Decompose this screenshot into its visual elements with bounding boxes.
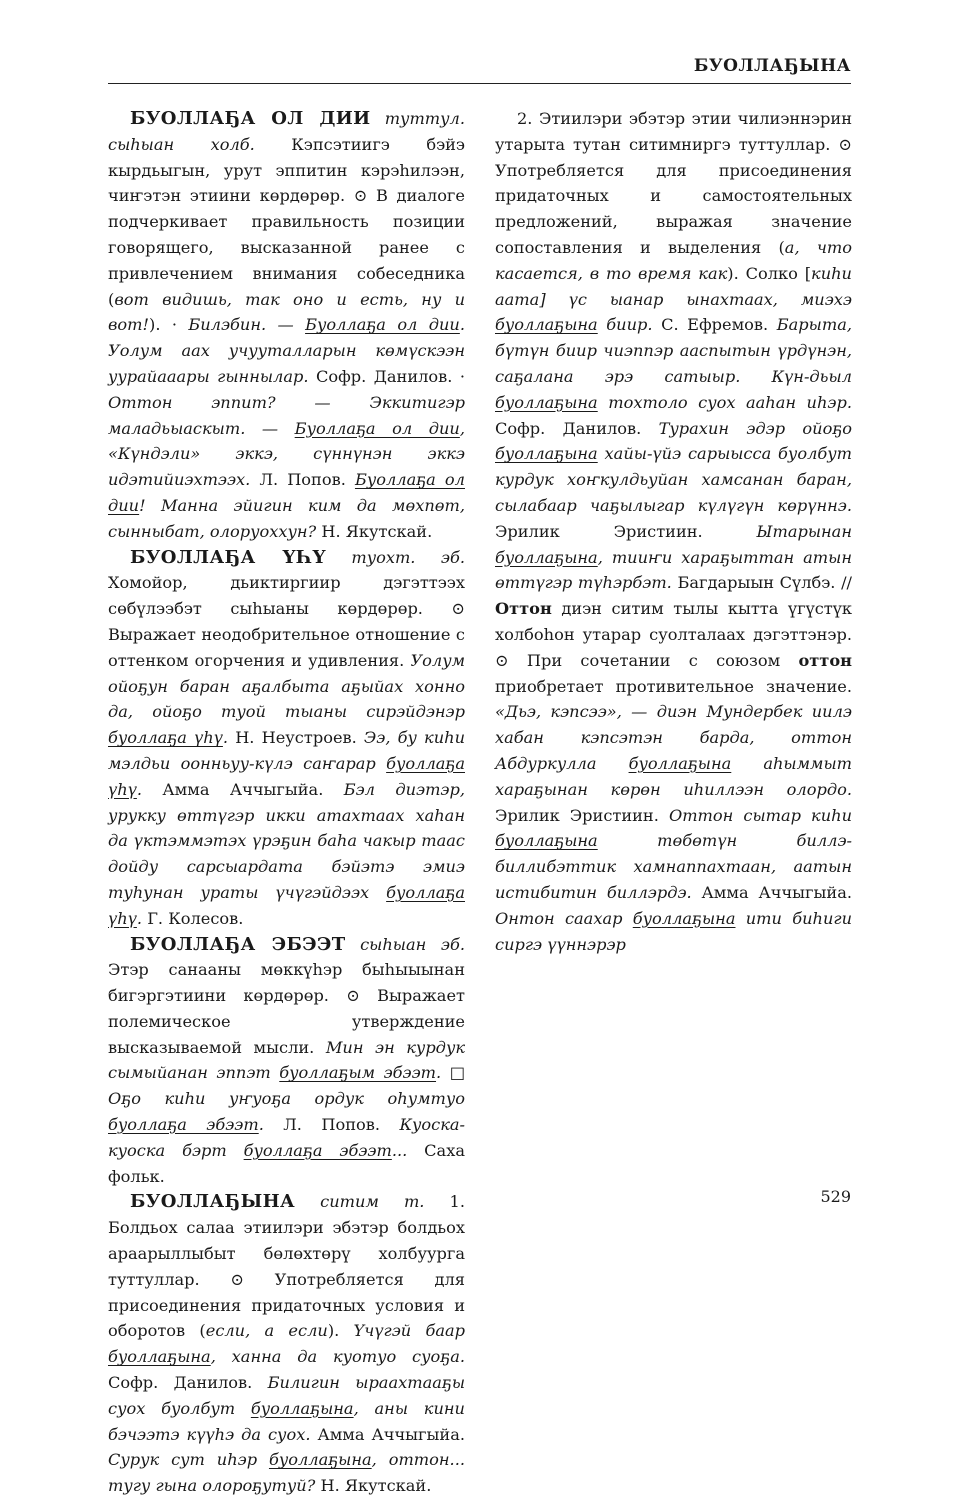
text-run: . (136, 779, 143, 799)
text-run: Оҕо киһи уҥуоҕа ордук оһумтуо (108, 1089, 465, 1109)
text-run: ). (327, 1321, 354, 1341)
text-run: . (136, 908, 143, 928)
text-run: . Уолум аах учууталларын көмүскээн уурайааары гыннылар. (108, 315, 465, 386)
example-keyword: буоллаҕына (108, 1347, 211, 1367)
text-run: 1. Болдьох салаа этиилэри эбэтэр болдьох араарыллыбыт бөлөхтөрү холбуурга туттуллар. ⊙ Употребляется для присоединения придаточных условия и оборотов ( (108, 1192, 465, 1341)
text-run: Л. Попов. (263, 1115, 400, 1135)
text-run: Амма Аччыгыйа. (142, 779, 344, 799)
text-run: Л. Попов. (250, 470, 355, 490)
example-keyword: Буоллаҕа ол дии (305, 315, 460, 335)
text-run: Уолум ойоҕун баран аҕалбыта аҕыйах хонно да, ойоҕо туой тыаны сирэйдэнэр (108, 650, 465, 722)
text-run (371, 109, 385, 128)
text-run: туттул. сыһыан холб. (108, 109, 465, 154)
entry-buollaga-ol-dii (108, 106, 465, 545)
text-run: Софр. Данилов. · (308, 366, 465, 386)
headword: БУОЛЛАҔА ОЛ ДИИ (130, 108, 371, 129)
example-keyword: буоллаҕына (628, 753, 732, 773)
text-run: Ээ, бу киһи мэлдьи оонньуу-күлэ саҥарар (108, 728, 465, 773)
text-run: Эрилик Эристиин. (495, 805, 669, 825)
example-keyword: буоллаҕына (495, 392, 598, 412)
example-keyword: буоллаҕына (495, 547, 598, 567)
text-run: Кэпсэтиигэ бэйэ кырдьыгын, урут эппитин кэрэһилээн, чиҥэтэн этиини көрдөрөр. ⊙ В диалоге подчеркивает правильность позиции говорящего, высказанной ранее с привлечением внимания собеседника ( (108, 134, 465, 309)
text-run: ... (391, 1140, 408, 1160)
text-run: Эрилик Эристиин. (495, 521, 757, 541)
text-run: Бэл диэтэр, урукку өттүгэр икки атахтаах хаһан да үктэммэтэх үрэҕин баһа чакыр таас дойду сарсыардата бэйэтэ эмиэ туһунан ураты үчүгэйдээх (108, 779, 465, 902)
text-run: аһыммыт хараҕынан көрөн иһиллээн олордо. (495, 753, 852, 799)
example-keyword: буоллаҕына (495, 315, 598, 335)
text-run: төбөтүн биллэ-биллибэттик хамнаппахтаан, аатын истибитин биллэрдэ. (495, 831, 852, 902)
example-keyword: Буоллаҕа ол дии (294, 418, 460, 438)
text-run: тохтоло суох ааһан иһэр. (597, 392, 852, 412)
text-run: биир. (597, 315, 653, 335)
example-keyword: буоллаҕына (268, 1450, 372, 1470)
text-run: вот видишь, так оно и есть, ну и вот! (108, 289, 465, 335)
entry-buollagyna (108, 1189, 465, 1499)
text-run: если, а если (205, 1321, 328, 1341)
text-run: . □ (436, 1063, 465, 1083)
text-run (346, 935, 361, 954)
text-run: приобретает противительное значение. (495, 676, 852, 696)
right-column (495, 106, 852, 957)
text-run: Этэр санааны мөккүһэр быһыыынан бигэргэтиини көрдөрөр. ⊙ Выражает полемическое утверждение высказываемой мысли. (108, 960, 465, 1057)
example-keyword: буоллаҕа үһү (108, 882, 465, 928)
example-keyword: Буоллаҕа ол дии (108, 470, 465, 515)
text-run: Билэбин. — (188, 315, 306, 335)
example-keyword: буоллаҕа үһү (108, 728, 223, 748)
text-run: а, что касается, в то время как (495, 237, 852, 283)
text-run: Онтон саахар (495, 908, 633, 928)
example-keyword: буоллаҕым эбээт (279, 1063, 437, 1083)
page-number: 529 (820, 1187, 851, 1206)
text-run: Оттон (495, 599, 552, 619)
text-run: Амма Аччыгыйа. (310, 1424, 465, 1444)
text-run: Амма Аччыгыйа. (691, 882, 852, 902)
text-run: Оттон эппит? — Эккитигэр маладьыаскыт. — (108, 392, 465, 438)
text-run: Барыта, бүтүн биир чиэппэр аaспытын үрдүнэн, саҕалана эрэ сатыыр. Күн-дьыл (495, 315, 852, 386)
running-head: БУОЛЛАҔЫНА (693, 56, 851, 76)
text-run: Үчүгэй баар (353, 1321, 466, 1341)
example-keyword: буоллаҕа үһү (108, 753, 465, 799)
text-run: 2. Этиилэри эбэтэр этии чилиэннэрин утарыта тутан ситимниргэ туттуллар. ⊙ Употребляется для присоединения придаточных и самостоятельных предложений, выражая значение сопоставления и выделения ( (495, 109, 852, 257)
example-keyword: буоллаҕына (495, 444, 598, 464)
text-run: Саха фольк. (108, 1140, 465, 1186)
entry-buollaga-uhu (108, 545, 465, 932)
text-run: туохт. эб. (351, 547, 465, 567)
text-run: Софр. Данилов. (108, 1373, 268, 1393)
entry-buollaga-ebeet (108, 932, 465, 1190)
text-run: «Дьэ, кэпсээ», — диэн Мундербек иилэ хабан кэпсэтэн барда, оттон Абдуркулла (495, 702, 852, 773)
header-rule (108, 83, 851, 84)
text-run: Оттон сытар киһи (668, 805, 852, 825)
text-run: . (258, 1115, 264, 1135)
text-run: ити биһиги сиргэ үүннэрэр (495, 908, 852, 954)
entry-buollagyna-sense-2 (495, 106, 852, 957)
text-run: Мин эн курдук сымыйанан эппэт (108, 1037, 465, 1083)
text-run: . (222, 728, 229, 748)
text-run: , тииҥи хараҕыттан атын өттүгэр түһэрбэт. (495, 547, 852, 593)
text-run: Куоска-куоска бэрт (108, 1115, 465, 1160)
text-run: Багдарыын Сүлбэ. // (671, 573, 852, 593)
text-run: ситим т. (320, 1192, 425, 1212)
text-run: киһи аата (495, 263, 852, 309)
text-run: ! Манна эйигин ким да мөхпөт, сынныбат, олоруоххун? (108, 495, 465, 541)
headword: БУОЛЛАҔЫНА (130, 1191, 296, 1213)
left-column (108, 106, 465, 1499)
text-run: оттон (798, 650, 852, 670)
example-keyword: буоллаҕына (250, 1398, 354, 1418)
text-run: Н. Неустроев. (228, 728, 364, 748)
text-run: ). · (149, 315, 189, 335)
text-run: ). Солко [ (727, 263, 812, 283)
text-run: Ытарынан (756, 521, 852, 541)
text-run: Софр. Данилов. (495, 418, 659, 438)
text-run: Сурук сут иһэр (108, 1450, 269, 1470)
text-run: Н. Якутскай. (316, 521, 433, 541)
text-run: , оттон... тугу гына олороҕутуй? (108, 1450, 465, 1496)
text-run: ] үс ыанар ынахтаах, миэхэ (539, 289, 852, 309)
headword: БУОЛЛАҔА ҮҺҮ (130, 546, 326, 568)
text-run (326, 548, 351, 567)
text-run: С. Ефремов. (652, 315, 777, 335)
text-run: диэн ситим тылы кытта үгүстүк холбоһон утарар суолталаах дэгэттэнэр. ⊙ При сочетании с союзом (495, 599, 852, 670)
headword: БУОЛЛАҔА ЭБЭЭТ (130, 933, 346, 955)
text-run: хайы-үйэ сарыысса буолбут курдук хоҥкулдьуйан хамсанан баран, сылабаар чаҕылыгар күлүгүн көрүннэ. (495, 444, 852, 515)
text-run: Хомойор, дьиктиргиир дэгэттээх сөбүлээбэт сыһыаны көрдөрөр. ⊙ Выражает неодобрительное отношение с оттенком огорчения и удивления. (108, 573, 465, 670)
example-keyword: буоллаҕа эбээт (108, 1115, 259, 1135)
example-keyword: буоллаҕа эбээт (243, 1140, 392, 1160)
text-run (295, 1192, 320, 1211)
text-run: Билигин ыраахтааҕы суох буолбут (108, 1373, 466, 1418)
text-run: , «Күндэли» эккэ, сүннүнэн эккэ идэтийиэхтээх. (108, 418, 466, 490)
example-keyword: буоллаҕына (495, 831, 598, 851)
text-run: сыһыан эб. (360, 934, 465, 954)
text-run: Н. Якутскай. (315, 1476, 432, 1496)
text-run: Г. Колесов. (142, 908, 244, 928)
text-run: Турахин эдэр ойоҕо (658, 418, 852, 438)
text-run: , аны кини бэчээтэ күүһэ да суох. (108, 1398, 465, 1444)
example-keyword: буоллаҕына (632, 908, 736, 928)
text-run: , ханна да куотуо суоҕа. (210, 1347, 465, 1367)
